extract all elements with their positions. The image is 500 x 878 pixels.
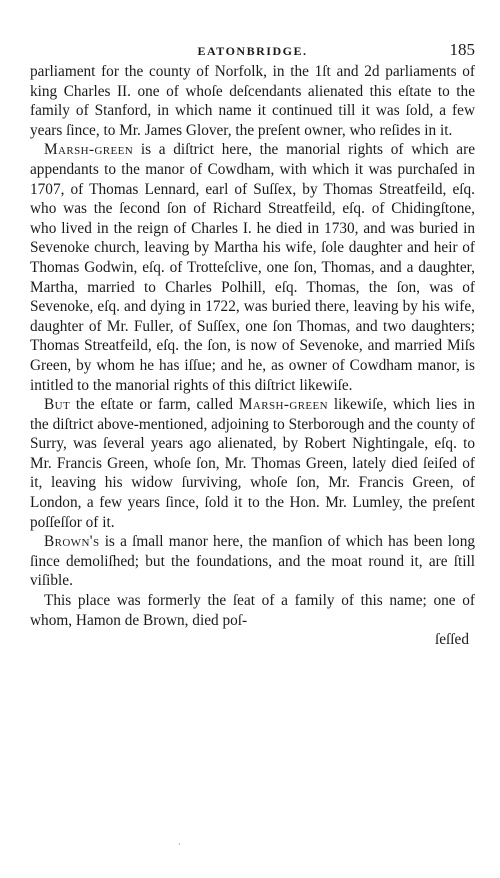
paragraph-lead: Marsh-green xyxy=(44,141,134,159)
paragraph-continuation xyxy=(30,62,475,140)
book-page xyxy=(30,40,475,650)
paragraph-marsh-green xyxy=(30,140,475,395)
paragraph-seat xyxy=(30,591,475,630)
catchword: ſeſſed xyxy=(435,631,469,649)
paragraph-text: parliament for the county of Norfolk, in the 1ſt and 2d parliaments of king Charles II. one of whoſe deſcendants alienated this eſtate to the family of Stanford, in which name it continued till it was ſold, a few years ſince, to Mr. James Glover, the preſent owner, who reſides in it. xyxy=(30,63,475,139)
page-number: 185 xyxy=(449,40,475,59)
body-text xyxy=(30,62,475,630)
paragraph-text: is a ſmall manor here, the manſion of which has been long ſince demoliſhed; but the foundations, and the moat round it, are ſtill viſible. xyxy=(30,533,475,590)
paragraph-lead: But xyxy=(44,396,71,414)
paragraph-lead-inline: Marsh-green xyxy=(238,396,329,414)
paragraph-estate xyxy=(30,395,475,532)
paragraph-lead: Brown's xyxy=(44,533,100,551)
paragraph-text: is a diſtrict here, the manorial rights of which are appendants to the manor of Cowdham, with which it was purchaſed in 1707, of Thomas Lennard, earl of Suſſex, by Thomas Streatfeild, eſq. who was the ſecond ſon of Richard Streatfeild, eſq. of Chidingſtone, who lived in the reign of Charles I. he died in 1730, and was buried in Sevenoke church, leaving by Martha his wife, ſole daughter and heir of Thomas Godwin, eſq. of Trotteſclive, one ſon, Thomas, and a daughter, Martha, married to Charles Polhill, eſq. Thomas, the ſon, was of Sevenoke, eſq. and dying in 1722, was buried there, leaving by his wife, daughter of Mr. Fuller, of Suſſex, one ſon Thomas, and two daughters; Thomas Streatfeild, eſq. the ſon, is now of Sevenoke, and married Miſs Green, by whom he has iſſue; and he, as owner of Cowdham manor, is intitled to the manorial rights of this diſtrict likewiſe. xyxy=(30,141,475,394)
running-head xyxy=(30,40,475,62)
paragraph-text: likewiſe, which lies in the diſtrict above-mentioned, adjoining to Sterborough and the county of Surry, was ſeveral years ago alienated, by Robert Nightingale, eſq. to Mr. Francis Green, whoſe ſon, Mr. Thomas Green, lately died ſeiſed of it, leaving his widow ſurviving, whoſe ſon, Mr. Francis Green, of London, a few years ſince, ſold it to the Hon. Mr. Lumley, the preſent poſſeſſor of it. xyxy=(30,396,476,531)
paragraph-browns xyxy=(30,532,475,591)
paragraph-text: the eſtate or farm, called xyxy=(70,396,239,414)
print-speck: · xyxy=(178,840,181,849)
running-title: EATONBRIDGE. xyxy=(197,44,308,58)
paragraph-text: This place was formerly the ſeat of a family of this name; one of whom, Hamon de Brown, died poſ- xyxy=(30,592,475,629)
